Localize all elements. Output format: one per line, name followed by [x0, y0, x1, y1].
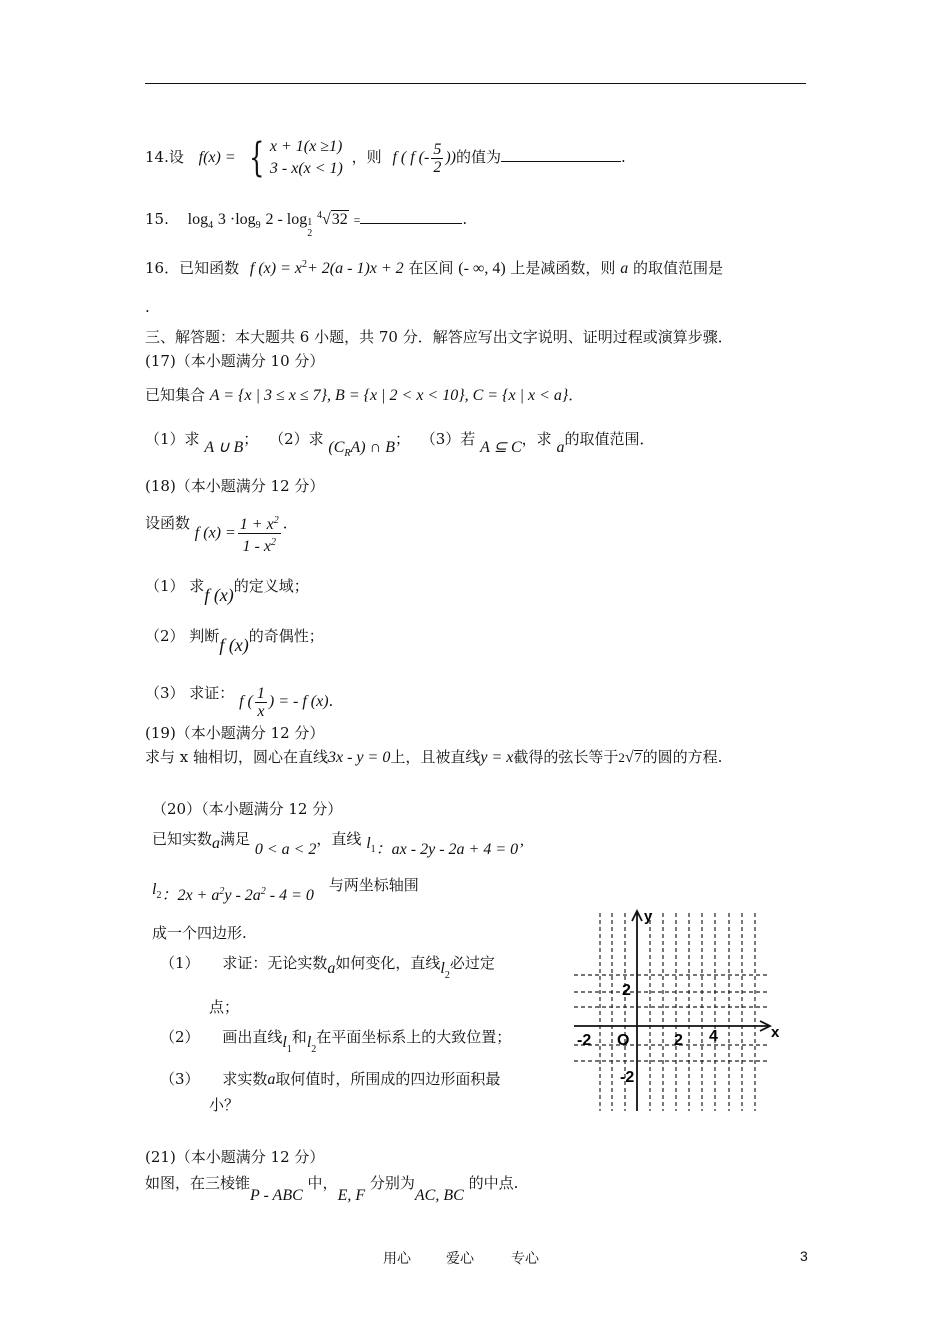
piecewise-function: { x + 1(x ≥1) 3 - x(x < 1) — [249, 135, 343, 181]
question-18-part-3: （3） 求证： f ( $\frac{1}{x}$ ) = - f (x). — [145, 684, 334, 720]
question-16-end: . — [145, 298, 150, 316]
section-title: 三、解答题：本大题共 6 小题，共 70 分．解答应写出文字说明、证明过程或演算步骤． — [145, 328, 733, 346]
answer-blank — [501, 147, 621, 162]
question-18-function: 设函数 f (x) = $\frac{1 + x^2}{1 - x^2}$ ． — [145, 514, 298, 555]
axes — [574, 911, 770, 1111]
question-18-header: (18)（本小题满分 12 分） — [145, 477, 325, 495]
question-20-part-3-end: 小？ — [209, 1096, 240, 1114]
question-14: 14.设 f(x) = { x + 1(x ≥1) 3 - x(x < 1) ，则 f ( f (- $\frac{5}{2}$ ))的值为 . — [145, 135, 626, 181]
footer-text-2: 爱心 — [446, 1251, 474, 1267]
answer-blank — [360, 209, 462, 224]
grid-lines — [574, 913, 768, 1111]
tick-x-2: 2 — [674, 1032, 683, 1049]
footer-text-3: 专心 — [511, 1251, 539, 1267]
tick-x-neg2: -2 — [577, 1032, 592, 1049]
radical-sign: √ — [624, 749, 634, 766]
origin-label: O — [617, 1032, 630, 1049]
footer-text-1: 用心 — [383, 1251, 411, 1267]
question-18-part-2: （2） 判断f (x)的奇偶性； — [145, 627, 324, 655]
page-number: 3 — [800, 1248, 808, 1264]
x-axis-label: x — [771, 1024, 780, 1041]
question-20-part-3: （3） 求实数a取何值时，所围成的四边形面积最 — [160, 1070, 501, 1088]
question-17-sets: 已知集合 A = {x | 3 ≤ x ≤ 7}, B = {x | 2 < x < 10}, C = {x | x < a}． — [145, 386, 584, 404]
header-rule — [145, 83, 806, 84]
brace: { — [249, 135, 265, 181]
tick-y-neg2: -2 — [620, 1069, 635, 1086]
question-16: 16．已知函数 f $(x) = x^2+ 2(a - 1)x + 2$ 在区间 (- ∞, 4) 上是减函数，则 a 的取值范围是 — [145, 259, 724, 277]
tick-y-2: 2 — [622, 982, 631, 999]
y-axis-label: y — [644, 908, 653, 925]
question-17-parts: （1）求 A ∪ B； （2）求 $(C_RA)$ ∩ B； （3）若 A ⊆ C，求 a的取值范围． — [145, 430, 655, 459]
question-21-header: (21)（本小题满分 12 分） — [145, 1148, 325, 1166]
question-21-text: 如图，在三棱锥P - ABC 中，E, F 分别为AC, BC 的中点. — [145, 1174, 519, 1204]
question-19-text: 求与 x 轴相切，圆心在直线3x - y = 0上，且被直线y = x截得的弦长等于2√7的圆的方程. — [145, 748, 723, 766]
question-20-line-1: 已知实数a满足 0 < a < 2，直线 $l_1$：ax - 2y - 2a + 4 = 0’ — [152, 830, 524, 858]
question-20-part-1-end: 点； — [209, 998, 240, 1016]
radical-sign: √ — [322, 211, 331, 228]
question-19-header: (19)（本小题满分 12 分） — [145, 724, 325, 742]
question-20-line-3: 成一个四边形. — [152, 924, 247, 942]
fraction: $\frac{5}{2}$ — [433, 140, 442, 176]
question-20-line-2: $l_2$：$2x + a^2y - 2a^2 - 4 = 0$ 与两坐标轴围 — [152, 876, 419, 904]
coordinate-grid-figure — [572, 905, 780, 1115]
fraction: $\frac{1}{x}$ — [256, 684, 265, 720]
fraction: $\frac{1 + x^2}{1 - x^2}$ — [238, 512, 281, 555]
tick-x-4: 4 — [709, 1028, 718, 1045]
question-17-header: (17)（本小题满分 10 分） — [145, 352, 325, 370]
question-20-part-2: （2） 画出直线$l_1$和$l_2$在平面坐标系上的大致位置； — [160, 1028, 512, 1055]
question-15: 15. $\log_4 3 \cdot\log_9$ 2 - log1 2 $^4$√32 = . — [145, 210, 468, 239]
question-20-part-1: （1） 求证：无论实数a如何变化，直线$l_2$必过定 — [160, 954, 495, 981]
question-20-header: （20）（本小题满分 12 分） — [152, 800, 343, 818]
question-18-part-1: （1） 求f (x)的定义域； — [145, 577, 309, 605]
